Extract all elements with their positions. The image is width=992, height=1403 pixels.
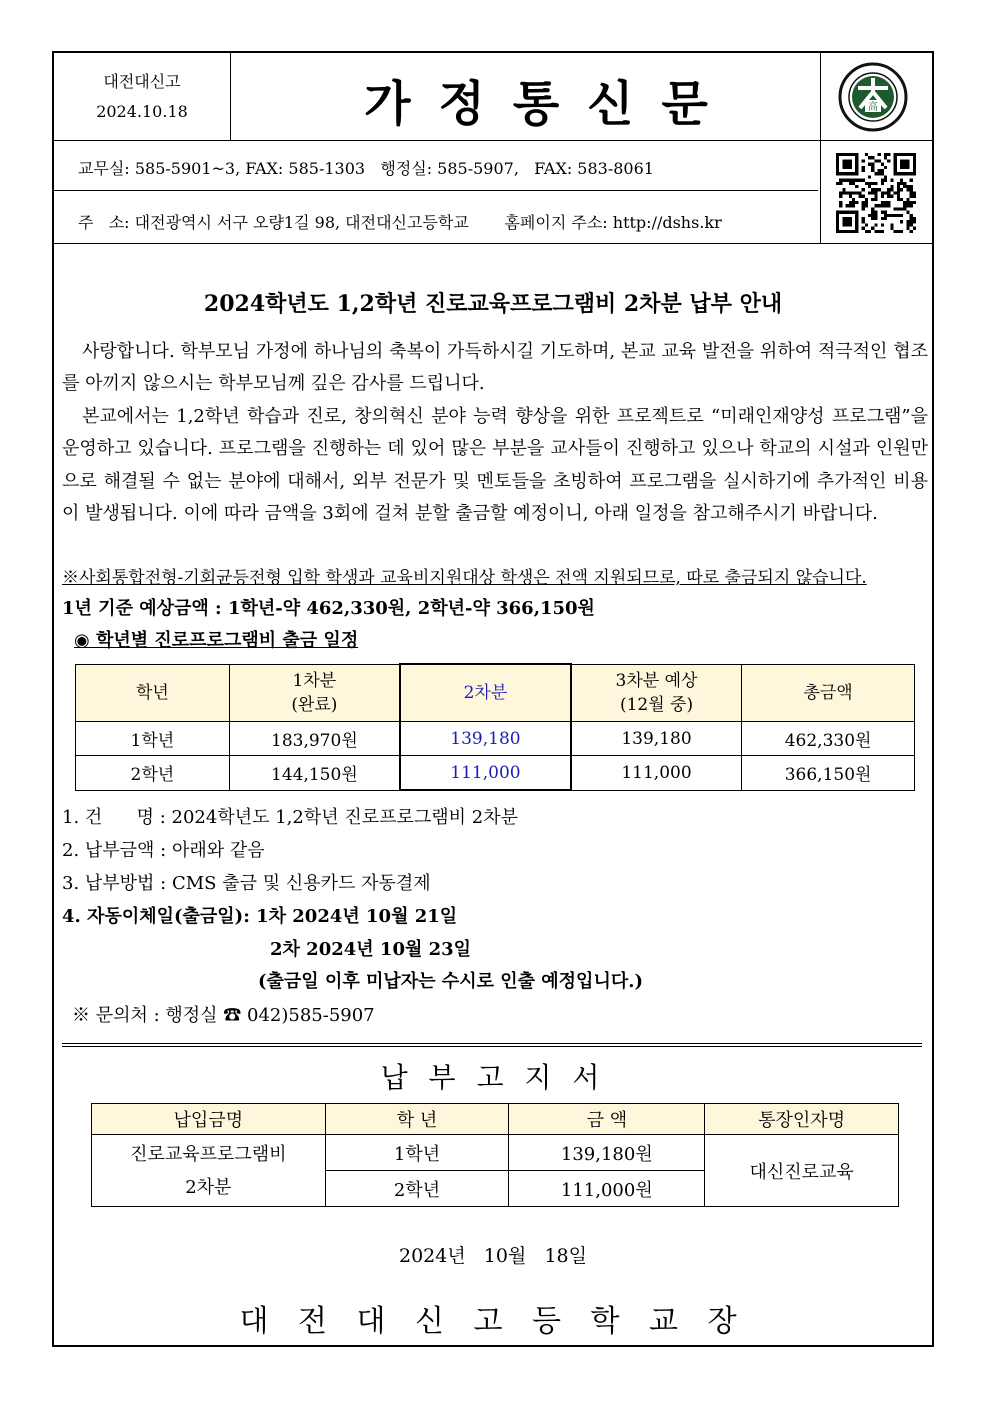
item-title: 1. 건 명 : 2024학년도 1,2학년 진로프로그램비 2차분 [62,807,518,828]
item-amount: 2. 납부금액 : 아래와 같음 [62,840,265,861]
header-cell: 금 액 [509,1104,705,1135]
header-cell: 학 년 [325,1104,509,1135]
header-cell: 학년 [76,664,230,722]
greeting-paragraph: 사랑합니다. 학부모님 가정에 하나님의 축복이 가득하시길 기도하며, 본교 교육 발전을 위하여 적극적인 협조를 아끼지 않으시는 학부모님께 깊은 감사를 드립니다. [62,341,928,395]
item-method: 3. 납부방법 : CMS 출금 및 신용카드 자동결제 [62,873,431,894]
divider [54,140,932,141]
table-cell: 1학년 [325,1135,509,1171]
header-cell: 납입금명 [92,1104,326,1135]
notice-date: 2024년 10월 18일 [398,1245,587,1267]
page-title: 가정통신문 [364,76,736,132]
header-cell: 2차분 [400,664,571,722]
table-cell: 366,150원 [742,756,915,791]
header-cell: 1차분 (완료) [229,664,400,722]
qr-code [836,153,916,233]
principal-signature: 대 전 대 신 고 등 학 교 장 [239,1304,747,1339]
table-cell: 111,000 [571,756,742,791]
table-row [92,1135,899,1171]
schedule-heading: ◉ 학년별 진로프로그램비 출금 일정 [74,630,359,651]
table-cell: 111,000원 [509,1171,705,1207]
table-cell: 462,330원 [742,722,915,756]
table-cell: 2학년 [76,756,230,791]
homepage-label: 홈페이지 주소: [504,213,608,232]
contact-line: 교무실: 585-5901~3, FAX: 585-1303 행정실: 585-5907, FAX: 583-8061 [78,159,654,178]
divider [230,53,231,140]
notice-table [91,1103,899,1207]
table-cell: 144,150원 [229,756,400,791]
document-frame [52,51,934,1347]
table-header-row [92,1104,899,1135]
notice-title: 납 부 고 지 서 [380,1061,606,1094]
table-row [76,722,915,756]
header-cell: 3차분 예상 (12월 중) [571,664,742,722]
school-emblem-logo [838,62,908,132]
item-debit-date-2: 2차 2024년 10월 23일 [270,939,472,960]
annual-amount: 1년 기준 예상금액 : 1학년-약 462,330원, 2학년-약 366,150원 [62,598,595,619]
program-paragraph: 본교에서는 1,2학년 학습과 진로, 창의혁신 분야 능력 향상을 위한 프로젝트로 “미래인재양성 프로그램”을 운영하고 있습니다. 프로그램을 진행하는 데 있어 많은 부분을 교사들이 진행하고 있으나 학교의 시설과 인원만으로 해결될 수 없는 분야에 대해서, 외부 전문가 및 멘토들을 초빙하여 프로그램을 실시하기에 추가적인 비용이 발생됩니다. 이에 따라 금액을 3회에 걸쳐 분할 출금할 예정이니, 아래 일정을 참고해주시기 바랍니다. [62,405,928,525]
svg-text:高: 高 [868,102,878,113]
table-cell: 1학년 [76,722,230,756]
table-cell: 139,180원 [509,1135,705,1171]
address: 대전광역시 서구 오량1길 98, 대전대신고등학교 [134,213,469,232]
table-cell: 183,970원 [229,722,400,756]
table-cell: 139,180 [571,722,742,756]
header-cell: 총금액 [742,664,915,722]
item-debit-note: (출금일 이후 미납자는 수시로 인출 예정입니다.) [258,971,644,992]
table-cell: 139,180 [400,722,571,756]
divider [54,190,818,191]
school-name: 대전대신고 [103,72,181,91]
table-cell: 111,000 [400,756,571,791]
table-cell: 2학년 [325,1171,509,1207]
separator [62,1046,922,1047]
divider [54,243,932,244]
header-cell: 통장인자명 [705,1104,899,1135]
account-name: 대신진로교육 [705,1135,899,1207]
inquiry: ※ 문의처 : 행정실 ☎ 042)585-5907 [72,1005,375,1026]
letter-body [62,336,928,530]
support-note: ※사회통합전형-기회균등전형 입학 학생과 교육비지원대상 학생은 전액 지원되므로, 따로 출금되지 않습니다. [62,568,867,588]
fee-name: 진로교육프로그램비 2차분 [92,1135,326,1207]
item-debit-date: 4. 자동이체일(출금일): 1차 2024년 10월 21일 [62,906,458,927]
issue-date: 2024.10.18 [96,102,188,121]
table-row [76,756,915,791]
divider [820,140,821,243]
address-line [78,210,722,233]
homepage-link[interactable]: http://dshs.kr [612,213,722,232]
separator [62,1043,922,1044]
address-label: 주 소: [78,213,130,232]
table-header-row [76,664,915,722]
document-title: 2024학년도 1,2학년 진로교육프로그램비 2차분 납부 안내 [203,291,783,317]
schedule-table [75,663,915,791]
school-date-box [54,67,230,127]
